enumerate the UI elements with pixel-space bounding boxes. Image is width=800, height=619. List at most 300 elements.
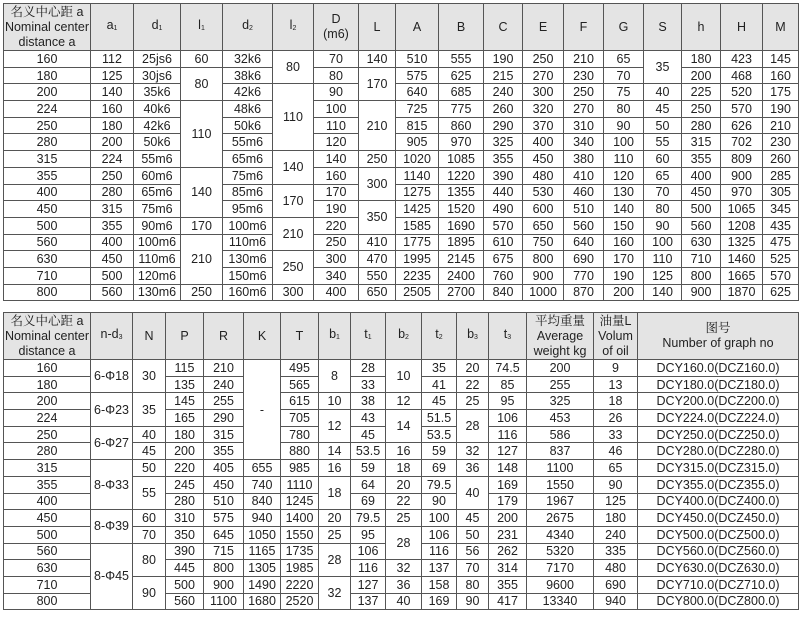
table-cell: 1775	[396, 234, 439, 251]
table-cell: 170	[359, 67, 396, 100]
table-cell: 280	[91, 184, 134, 201]
table-cell: 1690	[439, 217, 484, 234]
table-cell: 18	[319, 476, 351, 509]
table-cell: 130m6	[134, 284, 181, 301]
table-cell: 40	[457, 476, 489, 509]
table-cell: 250	[359, 151, 396, 168]
table-cell: 300	[273, 284, 314, 301]
table-cell: 38	[351, 393, 386, 410]
table-cell: 130m6	[223, 251, 273, 268]
table-cell: 180	[166, 426, 204, 443]
table-cell: 2400	[439, 267, 484, 284]
table-cell: 300	[314, 251, 359, 268]
table-cell: 520	[721, 84, 763, 101]
table-cell: 300	[523, 84, 564, 101]
table-cell: 650	[523, 217, 564, 234]
table-cell: 53.5	[351, 443, 386, 460]
table-cell: 60	[644, 151, 682, 168]
table-cell: 480	[523, 167, 564, 184]
table-cell: 22	[386, 493, 422, 510]
table-cell: 340	[564, 134, 604, 151]
column-header: $t_3$	[489, 313, 527, 360]
table-cell: 250	[564, 84, 604, 101]
table-cell: 120	[314, 134, 359, 151]
table-cell: 460	[564, 184, 604, 201]
table-cell: 2220	[281, 576, 319, 593]
table-cell: 495	[281, 360, 319, 377]
center-distance-cell: 355	[4, 167, 91, 184]
table-cell: 645	[204, 526, 244, 543]
table-cell: DCY500.0(DCZ500.0)	[638, 526, 799, 543]
table-cell: 225	[682, 84, 721, 101]
table-cell: 16	[319, 460, 351, 477]
table-cell: 79.5	[422, 476, 457, 493]
table-cell: 250	[523, 51, 564, 68]
subscript: 2	[249, 25, 253, 32]
table-cell: 110	[181, 101, 223, 168]
table-cell: 25	[457, 393, 489, 410]
table-cell: 127	[351, 576, 386, 593]
column-header: R	[204, 313, 244, 360]
table-cell: 51.5	[422, 410, 457, 427]
subscript: 2	[405, 334, 409, 341]
table-cell: 300	[359, 167, 396, 200]
table-cell: 210	[564, 51, 604, 68]
table-cell: 900	[204, 576, 244, 593]
table-cell: DCY560.0(DCZ560.0)	[638, 543, 799, 560]
table-cell: 100	[604, 134, 644, 151]
table-cell: 150	[604, 217, 644, 234]
center-distance-cell: 200	[4, 84, 91, 101]
table-cell: 74.5	[489, 360, 527, 377]
table-cell: 6-Φ27	[91, 426, 133, 459]
table-cell: 85	[489, 376, 527, 393]
table-cell: 55	[644, 134, 682, 151]
column-header: F	[564, 4, 604, 51]
table-cell: 231	[489, 526, 527, 543]
table-cell: 640	[564, 234, 604, 251]
table-cell: 70	[314, 51, 359, 68]
table-cell: 190	[763, 101, 799, 118]
table-cell: 355	[204, 443, 244, 460]
table-cell: 250	[181, 284, 223, 301]
column-header: $t_2$	[422, 313, 457, 360]
table-cell: 710	[682, 251, 721, 268]
table-cell: 30	[133, 360, 166, 393]
table-cell: 137	[422, 560, 457, 577]
table-cell: 64	[351, 476, 386, 493]
table-cell: 2520	[281, 593, 319, 610]
table-cell: 260	[484, 101, 523, 118]
table-cell: 75	[604, 84, 644, 101]
table-cell: 560	[166, 593, 204, 610]
table-cell: 815	[396, 117, 439, 134]
table-cell: 80	[273, 51, 314, 84]
table-cell: 210	[273, 217, 314, 250]
table-cell: 120	[604, 167, 644, 184]
table-cell: 148	[489, 460, 527, 477]
table-cell: DCY250.0(DCZ250.0)	[638, 426, 799, 443]
table-cell: 315	[682, 134, 721, 151]
table-cell: 110	[273, 84, 314, 151]
table-cell: 450	[523, 151, 564, 168]
table-cell: 725	[396, 101, 439, 118]
table-cell: 475	[763, 234, 799, 251]
table-cell: 69	[351, 493, 386, 510]
table-cell: 13340	[527, 593, 594, 610]
table-cell: 5320	[527, 543, 594, 560]
table-cell: 100	[422, 510, 457, 527]
table-cell: 860	[439, 117, 484, 134]
column-header: $t_1$	[351, 313, 386, 360]
table-cell: 6-Φ18	[91, 360, 133, 393]
table-cell: 560	[682, 217, 721, 234]
table-cell: 380	[564, 151, 604, 168]
table-cell: 60	[181, 51, 223, 68]
table-cell: 715	[204, 543, 244, 560]
table-cell: 28	[386, 526, 422, 559]
table-cell: 160m6	[223, 284, 273, 301]
table-cell: 400	[91, 234, 134, 251]
table-cell: 500	[91, 267, 134, 284]
table-cell: 60	[133, 510, 166, 527]
table-cell: 200	[166, 443, 204, 460]
table-cell: 13	[594, 376, 638, 393]
table-cell: 210	[763, 117, 799, 134]
table-cell: 6-Φ23	[91, 393, 133, 426]
table-cell: 36	[457, 460, 489, 477]
table-cell: DCY800.0(DCZ800.0)	[638, 593, 799, 610]
center-distance-cell: 450	[4, 201, 91, 218]
table-cell: 32	[319, 576, 351, 609]
table-cell: 675	[484, 251, 523, 268]
column-header: 名义中心距 a Nominal center distance a	[4, 4, 90, 49]
table-cell: 2505	[396, 284, 439, 301]
table-cell: 250	[91, 167, 134, 184]
table-cell: 1735	[281, 543, 319, 560]
center-distance-cell: 400	[4, 493, 91, 510]
table-cell: -	[244, 360, 281, 460]
table-row	[4, 251, 799, 268]
table-cell: 445	[166, 560, 204, 577]
table-cell: DCY200.0(DCZ200.0)	[638, 393, 799, 410]
table-cell: 410	[564, 167, 604, 184]
center-distance-cell: 224	[4, 410, 91, 427]
table-cell: 35	[422, 360, 457, 377]
table-cell: 12	[386, 393, 422, 410]
table-cell: 775	[439, 101, 484, 118]
table-cell: 80	[644, 201, 682, 218]
table-cell: 440	[484, 184, 523, 201]
table-cell: 2700	[439, 284, 484, 301]
table-cell: 35	[644, 51, 682, 84]
table-cell: 586	[527, 426, 594, 443]
table-cell: 570	[763, 267, 799, 284]
column-header: C	[484, 4, 523, 51]
center-distance-cell: 400	[4, 184, 91, 201]
table-cell: 325	[484, 134, 523, 151]
table-cell: DCY280.0(DCZ280.0)	[638, 443, 799, 460]
table-cell: 158	[422, 576, 457, 593]
center-distance-cell: 280	[4, 134, 91, 151]
table-cell: 1305	[244, 560, 281, 577]
column-header: $d_1$	[134, 4, 181, 51]
table-cell: 1665	[721, 267, 763, 284]
table-cell: 130	[604, 184, 644, 201]
table-cell: 125	[644, 267, 682, 284]
table-cell: 180	[91, 117, 134, 134]
table-cell: 90m6	[134, 217, 181, 234]
table-cell: 250	[314, 234, 359, 251]
column-header: A	[396, 4, 439, 51]
table-cell: 140	[91, 84, 134, 101]
table-cell: 90	[457, 593, 489, 610]
table-cell: 1100	[204, 593, 244, 610]
table-cell: 370	[523, 117, 564, 134]
column-header: M	[763, 4, 799, 51]
table-cell: 350	[166, 526, 204, 543]
table-cell: DCY180.0(DCZ180.0)	[638, 376, 799, 393]
table-cell: 170	[273, 184, 314, 217]
table-cell: 140	[604, 201, 644, 218]
center-distance-cell: 250	[4, 426, 91, 443]
table-cell: 630	[682, 234, 721, 251]
table-cell: 32	[457, 443, 489, 460]
table-cell: 1550	[281, 526, 319, 543]
table-cell: 190	[484, 51, 523, 68]
table-cell: 985	[281, 460, 319, 477]
table-cell: 8-Φ33	[91, 460, 133, 510]
table-cell: 140	[181, 167, 223, 217]
table-cell: 180	[594, 510, 638, 527]
table-cell: 160	[314, 167, 359, 184]
table-cell: 210	[359, 101, 396, 151]
table-cell: DCY630.0(DCZ630.0)	[638, 560, 799, 577]
table-cell: 345	[763, 201, 799, 218]
table-cell: 145	[763, 51, 799, 68]
table-cell: 1000	[523, 284, 564, 301]
table-cell: 169	[489, 476, 527, 493]
column-header: P	[166, 313, 204, 360]
table-cell: 140	[644, 284, 682, 301]
table-cell: 4340	[527, 526, 594, 543]
center-distance-cell: 200	[4, 393, 91, 410]
table-cell: 90	[314, 84, 359, 101]
table-cell: 90	[644, 217, 682, 234]
table-cell: 65	[644, 167, 682, 184]
table-cell: 1490	[244, 576, 281, 593]
table-cell: 48k6	[223, 101, 273, 118]
subscript: 1	[336, 334, 340, 341]
table-cell: 468	[721, 67, 763, 84]
table-cell: 450	[682, 184, 721, 201]
header-row	[4, 313, 799, 360]
table-row	[4, 360, 799, 377]
table-cell: 800	[682, 267, 721, 284]
table-cell: 32	[386, 560, 422, 577]
column-header: $a_1$	[91, 4, 134, 51]
table-cell: 525	[763, 251, 799, 268]
table-cell: 400	[523, 134, 564, 151]
table-cell: 50k6	[134, 134, 181, 151]
table-cell: 1355	[439, 184, 484, 201]
table-row	[4, 184, 799, 201]
table-cell: 110	[604, 151, 644, 168]
table-cell: 900	[682, 284, 721, 301]
table-cell: 260	[763, 151, 799, 168]
table-cell: 550	[359, 267, 396, 284]
table-row	[4, 510, 799, 527]
subscript: 2	[438, 334, 443, 341]
table-cell: 240	[594, 526, 638, 543]
column-header: $b_3$	[457, 313, 489, 360]
table-cell: 320	[523, 101, 564, 118]
table-cell: 38k6	[223, 67, 273, 84]
table-row	[4, 284, 799, 301]
table-cell: 610	[484, 234, 523, 251]
center-distance-cell: 560	[4, 543, 91, 560]
table-cell: 170	[314, 184, 359, 201]
table-cell: 180	[682, 51, 721, 68]
center-distance-cell: 315	[4, 460, 91, 477]
table-cell: 480	[594, 560, 638, 577]
table-cell: 1140	[396, 167, 439, 184]
table-cell: 41	[422, 376, 457, 393]
table-cell: 26	[594, 410, 638, 427]
table-cell: 560	[91, 284, 134, 301]
table-cell: 840	[244, 493, 281, 510]
table-cell: 14	[319, 443, 351, 460]
column-header: G	[604, 4, 644, 51]
table-cell: 255	[527, 376, 594, 393]
table-cell: 140	[359, 51, 396, 68]
table-cell: 650	[359, 284, 396, 301]
table-cell: 18	[594, 393, 638, 410]
table-cell: 837	[527, 443, 594, 460]
table-cell: 190	[604, 267, 644, 284]
table-cell: DCY160.0(DCZ160.0)	[638, 360, 799, 377]
table-cell: 1110	[281, 476, 319, 493]
table-cell: 190	[314, 201, 359, 218]
table-cell: 570	[721, 101, 763, 118]
center-distance-cell: 450	[4, 510, 91, 527]
table-cell: 285	[763, 167, 799, 184]
center-distance-cell: 250	[4, 117, 91, 134]
column-header: K	[244, 313, 281, 360]
table-cell: 690	[564, 251, 604, 268]
column-header: 名义中心距 a Nominal center distance a	[4, 313, 90, 358]
table-cell: 1085	[439, 151, 484, 168]
table-cell: 50k6	[223, 117, 273, 134]
table-cell: 112	[91, 51, 134, 68]
table-cell: DCY224.0(DCZ224.0)	[638, 410, 799, 427]
table-cell: 655	[244, 460, 281, 477]
table-cell: 530	[523, 184, 564, 201]
table-cell: 1208	[721, 217, 763, 234]
table-cell: 450	[204, 476, 244, 493]
table-cell: 160	[604, 234, 644, 251]
column-header: h	[682, 4, 721, 51]
table-cell: 59	[351, 460, 386, 477]
table-cell: 12	[319, 410, 351, 443]
table-cell: 1460	[721, 251, 763, 268]
table-cell: 702	[721, 134, 763, 151]
table-cell: 33	[351, 376, 386, 393]
table-cell: 80	[604, 101, 644, 118]
column-header: H	[721, 4, 763, 51]
table-row	[4, 167, 799, 184]
column-header: $b_1$	[319, 313, 351, 360]
table-cell: 310	[564, 117, 604, 134]
table-row	[4, 234, 799, 251]
table-cell: 69	[422, 460, 457, 477]
table-cell: 240	[484, 84, 523, 101]
table-cell: 410	[359, 234, 396, 251]
table-cell: 970	[721, 184, 763, 201]
table-cell: 55	[133, 476, 166, 509]
table-cell: 626	[721, 117, 763, 134]
table-cell: 137	[351, 593, 386, 610]
table-cell: 65m6	[223, 151, 273, 168]
table-cell: 335	[594, 543, 638, 560]
table-cell: 1967	[527, 493, 594, 510]
table-cell: 490	[484, 201, 523, 218]
table-cell: 14	[386, 410, 422, 443]
table-cell: 405	[204, 460, 244, 477]
table-cell: 150m6	[223, 267, 273, 284]
table-cell: 355	[489, 576, 527, 593]
center-distance-cell: 800	[4, 284, 91, 301]
table-cell: 127	[489, 443, 527, 460]
table-cell: 417	[489, 593, 527, 610]
table-cell: 1895	[439, 234, 484, 251]
table-cell: 100m6	[223, 217, 273, 234]
table-cell: 230	[564, 67, 604, 84]
table-cell: 43	[351, 410, 386, 427]
table-cell: 179	[489, 493, 527, 510]
table-cell: 70	[133, 526, 166, 543]
table-cell: 1680	[244, 593, 281, 610]
table-cell: 1585	[396, 217, 439, 234]
table-cell: 600	[523, 201, 564, 218]
table-cell: 270	[564, 101, 604, 118]
table-cell: 315	[91, 201, 134, 218]
table-cell: 36	[386, 576, 422, 593]
dimensions-table	[3, 3, 799, 301]
column-header: 油量L Volum of oil	[594, 313, 638, 360]
column-header: N	[133, 313, 166, 360]
column-header: $l_2$	[273, 4, 314, 51]
table-row	[4, 84, 799, 101]
table-cell: 169	[422, 593, 457, 610]
table-cell: 470	[359, 251, 396, 268]
header-row	[4, 4, 799, 51]
table-cell: 1020	[396, 151, 439, 168]
table-cell: 160	[763, 67, 799, 84]
table-cell: 175	[763, 84, 799, 101]
center-distance-cell: 560	[4, 234, 91, 251]
table-cell: 255	[204, 393, 244, 410]
table-cell: 135	[166, 376, 204, 393]
center-distance-cell: 500	[4, 526, 91, 543]
table-cell: 170	[181, 217, 223, 234]
table-cell: 106	[351, 543, 386, 560]
table-cell: 940	[244, 510, 281, 527]
table-cell: 809	[721, 151, 763, 168]
table-cell: 80	[181, 67, 223, 100]
table-cell: 10	[386, 360, 422, 393]
table-cell: 800	[204, 560, 244, 577]
